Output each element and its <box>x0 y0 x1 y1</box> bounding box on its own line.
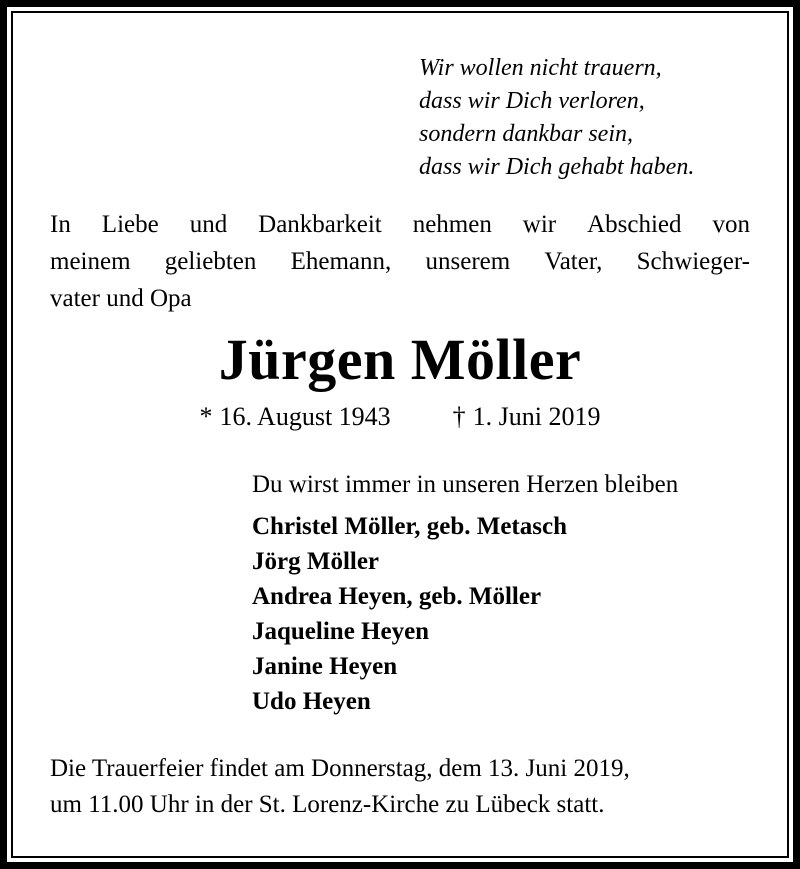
intro-word: nehmen <box>412 211 492 238</box>
funeral-service-info <box>50 751 755 823</box>
introduction-paragraph <box>50 206 750 317</box>
poem-line-2: dass wir Dich verloren, <box>419 88 645 114</box>
intro-line-1 <box>50 206 750 243</box>
intro-word: Ehemann, <box>290 248 392 275</box>
intro-word: geliebten <box>164 248 257 275</box>
death-date: 1. Juni 2019 <box>472 402 601 431</box>
death-date-group <box>453 402 601 431</box>
intro-word: Liebe <box>101 211 159 238</box>
life-dates <box>0 400 800 434</box>
survivor-name: Janine Heyen <box>252 653 398 680</box>
intro-word: Vater, <box>544 248 603 275</box>
dagger-icon: † <box>452 402 466 431</box>
intro-word: und <box>189 211 228 238</box>
intro-word: unserem <box>425 248 511 275</box>
poem-line-3: sondern dankbar sein, <box>419 121 633 147</box>
survivor-name: Jaqueline Heyen <box>252 618 430 645</box>
deceased-name: Jürgen Möller <box>218 327 582 392</box>
birth-date: 16. August 1943 <box>219 402 391 431</box>
intro-word: wir <box>522 211 557 238</box>
intro-line-3: vater und Opa <box>50 285 192 312</box>
survivor-name: Christel Möller, geb. Metasch <box>252 513 567 540</box>
survivors-block <box>252 468 752 719</box>
farewell-message: Du wirst immer in unseren Herzen bleiben <box>252 471 679 498</box>
asterisk-icon: * <box>199 402 213 431</box>
intro-word: meinem <box>50 248 131 275</box>
intro-word: Dankbarkeit <box>258 211 382 238</box>
memorial-poem <box>419 52 694 184</box>
intro-word: In <box>50 211 71 238</box>
service-line-2: um 11.00 Uhr in der St. Lorenz-Kirche zu Lübeck statt. <box>50 791 605 818</box>
service-line-1: Die Trauerfeier findet am Donnerstag, dem 13. Juni 2019, <box>50 755 630 782</box>
intro-word: von <box>712 211 750 238</box>
poem-line-4: dass wir Dich gehabt haben. <box>419 154 695 180</box>
survivor-name: Jörg Möller <box>252 548 380 575</box>
birth-date-group <box>199 402 390 431</box>
poem-line-1: Wir wollen nicht trauern, <box>419 55 662 81</box>
survivor-name: Udo Heyen <box>252 688 371 715</box>
intro-word: Abschied <box>587 211 682 238</box>
survivor-name: Andrea Heyen, geb. Möller <box>252 583 542 610</box>
intro-word: Schwieger- <box>636 248 750 275</box>
intro-line-2 <box>50 243 750 280</box>
